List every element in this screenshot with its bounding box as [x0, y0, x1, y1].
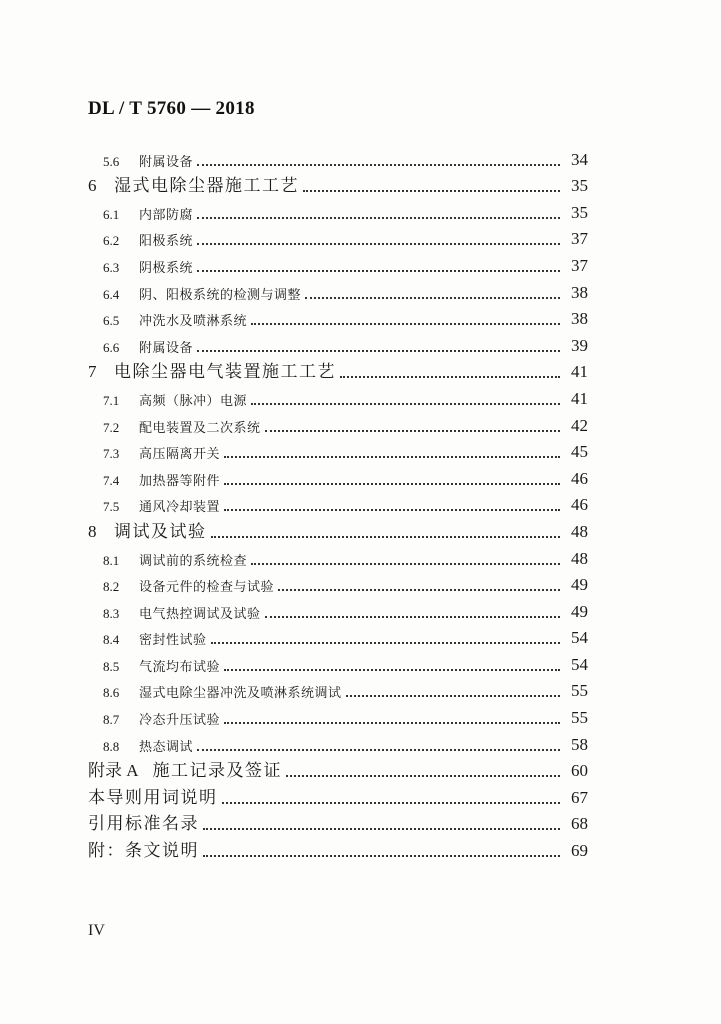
toc-entry-number: 5.6	[103, 153, 120, 169]
dot-leader	[197, 749, 560, 751]
toc-entry-title: 湿式电除尘器冲洗及喷淋系统调试	[139, 686, 342, 702]
dot-leader	[224, 509, 560, 511]
toc-entry[interactable]	[0, 755, 721, 782]
dot-leader	[340, 376, 560, 378]
toc-entry-page: 49	[571, 575, 588, 595]
toc-entry-title: 阴极系统	[139, 260, 194, 276]
toc-entry-page: 41	[571, 362, 588, 382]
toc-entry-page: 55	[571, 708, 588, 728]
toc-entry-page: 54	[571, 628, 588, 648]
toc-entry[interactable]	[0, 276, 721, 303]
toc-entry-number: 7	[88, 362, 97, 382]
toc-entry-page: 35	[571, 202, 588, 222]
toc-entry[interactable]	[0, 303, 721, 330]
toc-entry[interactable]	[0, 648, 721, 675]
toc-entry-number: 8.5	[103, 658, 120, 674]
toc-entry-number: 6.2	[103, 233, 120, 249]
toc-entry-number: 6	[88, 176, 97, 196]
toc-entry[interactable]	[0, 595, 721, 622]
toc-entry-title: 阳极系统	[139, 234, 194, 250]
toc-entry-number: 8	[88, 521, 97, 541]
toc-entry-number: 8.7	[103, 712, 120, 728]
toc-entry-page: 58	[571, 734, 588, 754]
toc-entry[interactable]	[0, 249, 721, 276]
toc-entry-number: 7.4	[103, 472, 120, 488]
dot-leader	[265, 616, 560, 618]
toc-entry-number: 7.3	[103, 446, 120, 462]
toc-entry[interactable]	[0, 834, 721, 861]
toc-entry[interactable]	[0, 223, 721, 250]
toc-entry[interactable]	[0, 781, 721, 808]
toc-entry-title: 加热器等附件	[139, 473, 221, 489]
toc-entry[interactable]	[0, 569, 721, 596]
toc-entry-title: 气流均布试验	[139, 659, 221, 675]
toc-entry-title: 高压隔离开关	[139, 447, 221, 463]
toc-entry-number: 8.4	[103, 632, 120, 648]
toc-entry-number: 8.3	[103, 605, 120, 621]
toc-entry[interactable]	[0, 196, 721, 223]
toc-entry[interactable]	[0, 622, 721, 649]
toc-entry-title: 电除尘器电气装置施工工艺	[114, 362, 336, 383]
toc-entry-page: 39	[571, 335, 588, 355]
toc-entry-number: 8.2	[103, 579, 120, 595]
toc-entry-page: 35	[571, 176, 588, 196]
toc-entry[interactable]	[0, 489, 721, 516]
toc-entry-title: 冲洗水及喷淋系统	[139, 314, 248, 330]
dot-leader	[211, 642, 560, 644]
dot-leader	[251, 563, 560, 565]
toc-entry-title: 配电装置及二次系统	[139, 420, 261, 436]
toc-entry-title: 附：条文说明	[88, 841, 199, 862]
dot-leader	[222, 802, 561, 804]
toc-entry[interactable]	[0, 436, 721, 463]
dot-leader	[265, 430, 560, 432]
dot-leader	[197, 350, 560, 352]
toc-entry-page: 45	[571, 442, 588, 462]
toc-entry-page: 60	[571, 761, 588, 781]
toc-entry-number: 附录 A	[88, 761, 139, 781]
toc-entry-title: 湿式电除尘器施工工艺	[114, 176, 299, 197]
toc-entry-title: 热态调试	[139, 739, 194, 755]
dot-leader	[224, 722, 560, 724]
toc-entry[interactable]	[0, 382, 721, 409]
toc-entry-page: 37	[571, 229, 588, 249]
toc-entry-page: 37	[571, 255, 588, 275]
dot-leader	[303, 190, 560, 192]
dot-leader	[224, 669, 560, 671]
toc-entry-number: 7.5	[103, 499, 120, 515]
dot-leader	[224, 483, 560, 485]
dot-leader	[278, 589, 560, 591]
toc-entry-title: 内部防腐	[139, 207, 194, 223]
dot-leader	[197, 217, 560, 219]
toc-entry-page: 42	[571, 415, 588, 435]
dot-leader	[224, 456, 560, 458]
dot-leader	[203, 855, 560, 857]
toc-entry[interactable]	[0, 542, 721, 569]
toc-entry-number: 6.3	[103, 259, 120, 275]
toc-entry-page: 68	[571, 814, 588, 834]
toc-entry-number: 6.4	[103, 286, 120, 302]
toc-entry-number: 8.8	[103, 738, 120, 754]
toc-entry-title: 电气热控调试及试验	[139, 606, 261, 622]
toc-entry-number: 6.5	[103, 313, 120, 329]
toc-entry[interactable]	[0, 701, 721, 728]
toc-entry-page: 54	[571, 654, 588, 674]
dot-leader	[305, 297, 560, 299]
toc-entry[interactable]	[0, 808, 721, 835]
toc-entry-page: 48	[571, 548, 588, 568]
toc-entry-title: 引用标准名录	[88, 814, 199, 835]
toc-entry-page: 48	[571, 521, 588, 541]
dot-leader	[251, 323, 560, 325]
toc-entry-page: 38	[571, 282, 588, 302]
dot-leader	[203, 828, 560, 830]
page-number-footer: IV	[88, 922, 105, 939]
table-of-contents	[0, 143, 721, 861]
toc-entry-number: 6.1	[103, 206, 120, 222]
toc-entry-title: 施工记录及签证	[152, 761, 283, 782]
toc-entry[interactable]	[0, 462, 721, 489]
toc-entry-number: 8.1	[103, 552, 120, 568]
toc-entry[interactable]	[0, 409, 721, 436]
toc-entry[interactable]	[0, 728, 721, 755]
toc-entry[interactable]	[0, 143, 721, 170]
toc-entry[interactable]	[0, 515, 721, 542]
dot-leader	[251, 403, 560, 405]
toc-entry-number: 6.6	[103, 339, 120, 355]
toc-entry-page: 34	[571, 149, 588, 169]
toc-entry-title: 调试及试验	[114, 521, 207, 542]
dot-leader	[286, 775, 560, 777]
dot-leader	[197, 164, 560, 166]
dot-leader	[346, 695, 560, 697]
toc-entry[interactable]	[0, 356, 721, 383]
toc-entry-title: 密封性试验	[139, 633, 207, 649]
toc-entry-page: 46	[571, 468, 588, 488]
toc-entry-title: 阴、阳极系统的检测与调整	[139, 287, 302, 303]
toc-entry-title: 冷态升压试验	[139, 713, 221, 729]
toc-entry-page: 41	[571, 388, 588, 408]
toc-entry-page: 69	[571, 841, 588, 861]
toc-entry-title: 通风冷却装置	[139, 500, 221, 516]
dot-leader	[197, 243, 560, 245]
toc-entry[interactable]	[0, 170, 721, 197]
toc-entry-title: 设备元件的检查与试验	[139, 580, 275, 596]
toc-entry-title: 附属设备	[139, 154, 194, 170]
toc-entry-title: 附属设备	[139, 340, 194, 356]
toc-entry-number: 7.1	[103, 392, 120, 408]
toc-entry-page: 67	[571, 787, 588, 807]
toc-entry[interactable]	[0, 675, 721, 702]
toc-entry-number: 7.2	[103, 419, 120, 435]
toc-entry[interactable]	[0, 329, 721, 356]
document-code: DL / T 5760 — 2018	[88, 98, 255, 119]
dot-leader	[197, 270, 560, 272]
toc-entry-page: 49	[571, 601, 588, 621]
toc-entry-page: 38	[571, 309, 588, 329]
toc-entry-title: 本导则用词说明	[88, 787, 218, 808]
toc-entry-title: 调试前的系统检查	[139, 553, 248, 569]
toc-entry-page: 55	[571, 681, 588, 701]
dot-leader	[211, 536, 561, 538]
toc-entry-number: 8.6	[103, 685, 120, 701]
toc-entry-title: 高频（脉冲）电源	[139, 393, 248, 409]
toc-entry-page: 46	[571, 495, 588, 515]
